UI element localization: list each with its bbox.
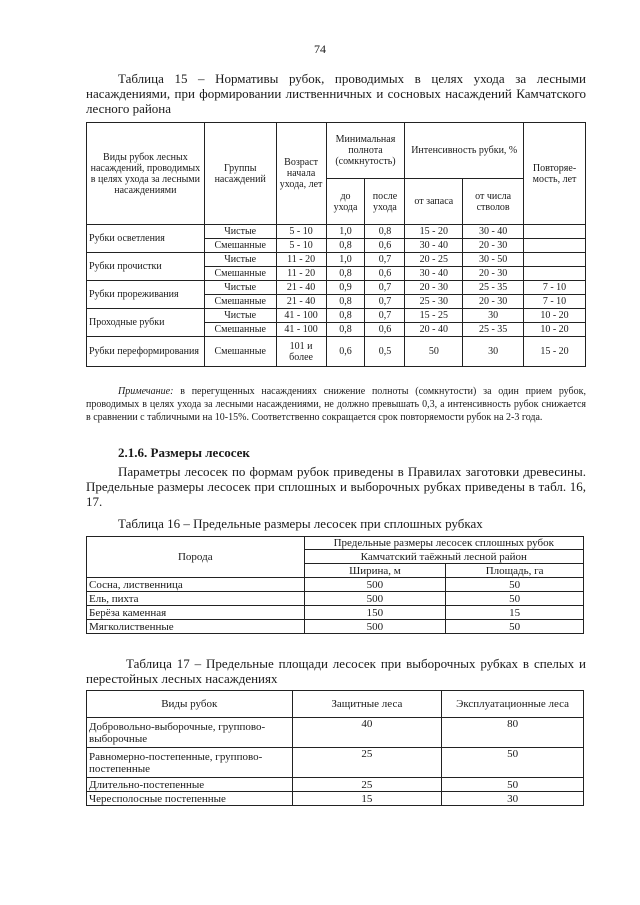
after-cell: 0,6	[365, 323, 405, 337]
stems-cell: 25 - 35	[463, 323, 524, 337]
width-cell: 150	[304, 606, 446, 620]
stems-cell: 20 - 30	[463, 295, 524, 309]
repeat-cell: 10 - 20	[524, 323, 586, 337]
header-after: после ухода	[365, 179, 405, 225]
age-cell: 41 - 100	[276, 323, 326, 337]
age-cell: 101 и более	[276, 337, 326, 367]
width-cell: 500	[304, 578, 446, 592]
stock-cell: 20 - 25	[405, 253, 463, 267]
repeat-cell: 7 - 10	[524, 295, 586, 309]
table-row	[87, 620, 584, 634]
table-row	[87, 792, 584, 806]
before-cell: 0,8	[326, 267, 365, 281]
after-cell: 0,6	[365, 239, 405, 253]
stems-cell: 30 - 50	[463, 253, 524, 267]
table-row	[87, 578, 584, 592]
stock-cell: 50	[405, 337, 463, 367]
area-cell: 15	[446, 606, 584, 620]
before-cell: 1,0	[326, 253, 365, 267]
area-cell: 50	[446, 620, 584, 634]
protective-cell: 25	[292, 778, 442, 792]
table15-note	[86, 385, 586, 424]
after-cell: 0,7	[365, 253, 405, 267]
type-cell: Равномерно-постепенные, группово-постепенные	[87, 748, 293, 778]
header-breed: Порода	[87, 537, 305, 578]
after-cell: 0,7	[365, 295, 405, 309]
header-region: Камчатский таёжный лесной район	[304, 550, 583, 564]
age-cell: 21 - 40	[276, 281, 326, 295]
table-row	[87, 337, 586, 367]
before-cell: 0,8	[326, 295, 365, 309]
header-exploitation: Эксплуатационные леса	[442, 691, 584, 718]
group-cell: Чистые	[204, 309, 276, 323]
area-cell: 50	[446, 592, 584, 606]
stock-cell: 30 - 40	[405, 267, 463, 281]
table15	[86, 122, 586, 367]
group-cell: Чистые	[204, 225, 276, 239]
exploitation-cell: 80	[442, 718, 584, 748]
cut-type: Рубки осветления	[87, 225, 205, 253]
stock-cell: 15 - 20	[405, 225, 463, 239]
repeat-cell	[524, 239, 586, 253]
note-text: в перегущенных насаждениях снижение полноты (сомкнутости) за один прием рубок, проводимых в целях ухода за лесными насаждениями, не должно превышать 0,3, а интенсивность рубок снижается в сравнении с табличными на 10-15%. Соответственно сокращается срок повторяемости рубок на 2-3 года.	[86, 386, 586, 423]
header-groups: Группы насаждений	[204, 123, 276, 225]
type-cell: Длительно-постепенные	[87, 778, 293, 792]
stems-cell: 30	[463, 337, 524, 367]
stock-cell: 30 - 40	[405, 239, 463, 253]
cut-type: Рубки прочистки	[87, 253, 205, 281]
before-cell: 0,9	[326, 281, 365, 295]
stems-cell: 25 - 35	[463, 281, 524, 295]
age-cell: 5 - 10	[276, 239, 326, 253]
stock-cell: 15 - 25	[405, 309, 463, 323]
protective-cell: 40	[292, 718, 442, 748]
table16	[86, 536, 584, 634]
exploitation-cell: 50	[442, 748, 584, 778]
section-paragraph: Параметры лесосек по формам рубок приведены в Правилах заготовки древесины. Предельные размеры лесосек при сплошных и выборочных рубках приведены в табл. 16, 17.	[86, 464, 586, 509]
breed-cell: Берёза каменная	[87, 606, 305, 620]
before-cell: 0,6	[326, 337, 365, 367]
header-min-density: Минимальная полнота (сомкнутость)	[326, 123, 405, 179]
header-intensity: Интенсивность рубки, %	[405, 123, 524, 179]
page-number: 74	[314, 42, 326, 56]
stems-cell: 20 - 30	[463, 267, 524, 281]
width-cell: 500	[304, 592, 446, 606]
exploitation-cell: 50	[442, 778, 584, 792]
table-row	[87, 281, 586, 295]
age-cell: 21 - 40	[276, 295, 326, 309]
protective-cell: 15	[292, 792, 442, 806]
table17-caption: Таблица 17 – Предельные площади лесосек при выборочных рубках в спелых и перестойных лесных насаждениях	[86, 656, 586, 686]
after-cell: 0,8	[365, 225, 405, 239]
cut-type: Рубки переформирования	[87, 337, 205, 367]
header-area: Площадь, га	[446, 564, 584, 578]
stems-cell: 20 - 30	[463, 239, 524, 253]
header-from-stems: от числа стволов	[463, 179, 524, 225]
before-cell: 0,8	[326, 309, 365, 323]
table15-caption: Таблица 15 – Нормативы рубок, проводимых в целях ухода за лесными насаждениями, при формировании лиственничных и сосновых насаждений Камчатского лесного района	[86, 71, 586, 116]
stock-cell: 25 - 30	[405, 295, 463, 309]
header-protective: Защитные леса	[292, 691, 442, 718]
repeat-cell: 7 - 10	[524, 281, 586, 295]
table-row	[87, 606, 584, 620]
header-age: Возраст начала ухода, лет	[276, 123, 326, 225]
table-row	[87, 778, 584, 792]
header-from-stock: от запаса	[405, 179, 463, 225]
repeat-cell	[524, 225, 586, 239]
table-row	[87, 225, 586, 239]
age-cell: 11 - 20	[276, 267, 326, 281]
header-limits: Предельные размеры лесосек сплошных рубок	[304, 537, 583, 550]
header-cut-types: Виды рубок лесных насаждений, проводимых в целях ухода за лесными насаждениями	[87, 123, 205, 225]
exploitation-cell: 30	[442, 792, 584, 806]
type-cell: Чересполосные постепенные	[87, 792, 293, 806]
type-cell: Добровольно-выборочные, группово-выборочные	[87, 718, 293, 748]
group-cell: Чистые	[204, 253, 276, 267]
group-cell: Смешанные	[204, 295, 276, 309]
width-cell: 500	[304, 620, 446, 634]
stems-cell: 30	[463, 309, 524, 323]
table-row	[87, 718, 584, 748]
table-row	[87, 592, 584, 606]
header-width: Ширина, м	[304, 564, 446, 578]
age-cell: 11 - 20	[276, 253, 326, 267]
breed-cell: Сосна, лиственница	[87, 578, 305, 592]
age-cell: 41 - 100	[276, 309, 326, 323]
area-cell: 50	[446, 578, 584, 592]
stock-cell: 20 - 30	[405, 281, 463, 295]
group-cell: Смешанные	[204, 323, 276, 337]
table16-caption: Таблица 16 – Предельные размеры лесосек при сплошных рубках	[118, 516, 483, 531]
after-cell: 0,6	[365, 267, 405, 281]
stems-cell: 30 - 40	[463, 225, 524, 239]
after-cell: 0,5	[365, 337, 405, 367]
repeat-cell	[524, 267, 586, 281]
breed-cell: Мягколиственные	[87, 620, 305, 634]
header-before: до ухода	[326, 179, 365, 225]
group-cell: Смешанные	[204, 239, 276, 253]
before-cell: 0,8	[326, 323, 365, 337]
repeat-cell	[524, 253, 586, 267]
table-row	[87, 309, 586, 323]
cut-type: Рубки прореживания	[87, 281, 205, 309]
note-label: Примечание:	[118, 386, 174, 397]
cut-type: Проходные рубки	[87, 309, 205, 337]
group-cell: Чистые	[204, 281, 276, 295]
header-type: Виды рубок	[87, 691, 293, 718]
table-row	[87, 253, 586, 267]
after-cell: 0,7	[365, 281, 405, 295]
protective-cell: 25	[292, 748, 442, 778]
before-cell: 0,8	[326, 239, 365, 253]
after-cell: 0,7	[365, 309, 405, 323]
breed-cell: Ель, пихта	[87, 592, 305, 606]
stock-cell: 20 - 40	[405, 323, 463, 337]
table-row	[87, 748, 584, 778]
before-cell: 1,0	[326, 225, 365, 239]
age-cell: 5 - 10	[276, 225, 326, 239]
group-cell: Смешанные	[204, 267, 276, 281]
table17	[86, 690, 584, 806]
section-heading: 2.1.6. Размеры лесосек	[118, 445, 250, 460]
group-cell: Смешанные	[204, 337, 276, 367]
repeat-cell: 15 - 20	[524, 337, 586, 367]
header-repeat: Повторяе-мость, лет	[524, 123, 586, 225]
repeat-cell: 10 - 20	[524, 309, 586, 323]
